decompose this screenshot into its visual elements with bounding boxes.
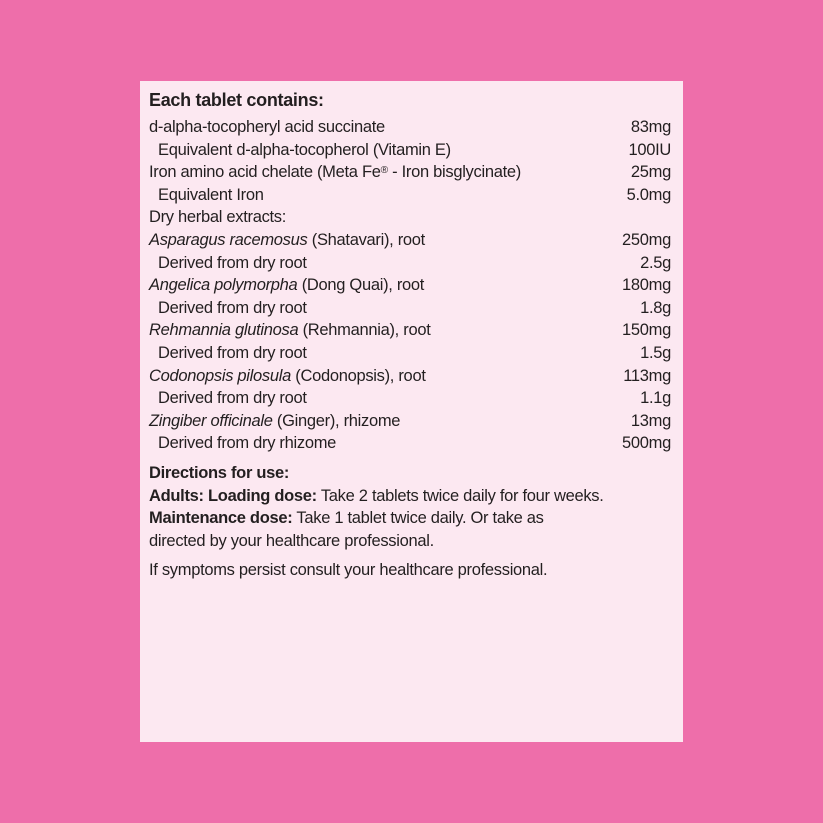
ingredient-name [149, 387, 307, 410]
ingredients-panel [140, 81, 683, 742]
directions-text: Take 2 tablets twice daily for four weeks. [316, 486, 604, 505]
directions-section [149, 462, 671, 552]
ingredient-amount: 1.8g [640, 298, 671, 317]
ingredient-text: (Codonopsis), root [290, 366, 426, 385]
directions-heading: Directions for use: [149, 463, 290, 482]
ingredient-amount: 150mg [622, 321, 671, 340]
panel-heading: Each tablet contains: [149, 90, 324, 110]
ingredient-amount: 5.0mg [626, 185, 671, 204]
ingredient-name [149, 116, 385, 139]
ingredient-row [149, 387, 671, 410]
ingredient-row [149, 319, 671, 342]
ingredient-row [149, 139, 671, 162]
ingredient-name [149, 161, 521, 184]
ingredient-text: d-alpha-tocopheryl acid succinate [149, 118, 385, 136]
ingredient-row [149, 184, 671, 207]
ingredient-amount: 180mg [622, 276, 671, 295]
ingredient-row [149, 432, 671, 455]
latin-name: Asparagus racemosus [149, 230, 308, 249]
ingredient-name [149, 252, 307, 275]
ingredient-name [149, 139, 451, 162]
ingredient-row [149, 365, 671, 388]
latin-name: Angelica polymorpha [149, 276, 298, 295]
ingredient-amount: 25mg [630, 163, 671, 182]
symptoms-note: If symptoms persist consult your healthcare professional. [149, 561, 548, 580]
ingredient-name [149, 274, 424, 297]
ingredient-text: (Dong Quai), root [297, 276, 425, 295]
ingredient-amount: 1.5g [640, 343, 671, 362]
ingredient-name [149, 342, 307, 365]
ingredient-amount: 113mg [623, 366, 671, 385]
ingredient-amount: 500mg [622, 434, 671, 453]
ingredient-row [149, 410, 671, 433]
ingredient-name [149, 365, 426, 388]
ingredient-amount: 13mg [630, 411, 671, 430]
directions-line [149, 507, 671, 530]
registered-trademark-symbol: ® [380, 164, 388, 176]
section-subheading-row [149, 206, 671, 229]
ingredient-text: Derived from dry root [158, 253, 307, 272]
latin-name: Zingiber officinale [149, 411, 273, 430]
ingredient-name [149, 297, 307, 320]
directions-lead: Adults: Loading dose: [149, 486, 317, 505]
ingredient-amount: 2.5g [640, 253, 671, 272]
ingredient-row [149, 229, 671, 252]
ingredient-name [149, 229, 425, 252]
ingredient-text: Derived from dry rhizome [158, 434, 337, 453]
section-subheading [149, 206, 286, 229]
ingredient-row [149, 297, 671, 320]
ingredient-text: Equivalent Iron [158, 185, 264, 204]
latin-name: Rehmannia glutinosa [149, 321, 299, 340]
ingredient-text: Dry herbal extracts: [149, 208, 287, 227]
directions-lead: Maintenance dose: [149, 509, 293, 528]
ingredient-name [149, 410, 400, 433]
ingredient-text: (Shatavari), root [307, 230, 425, 249]
directions-text: Take 1 tablet twice daily. Or take as [292, 509, 544, 528]
ingredient-name [149, 432, 336, 455]
ingredient-text: (Ginger), rhizome [272, 411, 401, 430]
ingredient-text: Equivalent d-alpha-tocopherol (Vitamin E) [158, 140, 451, 159]
ingredient-text: Derived from dry root [158, 298, 307, 317]
directions-line [149, 485, 671, 508]
ingredient-row [149, 342, 671, 365]
ingredient-row [149, 161, 671, 184]
ingredient-amount: 83mg [630, 118, 671, 136]
ingredient-text: Derived from dry root [158, 343, 307, 362]
ingredient-text: - Iron bisglycinate) [387, 163, 521, 182]
ingredient-amount: 1.1g [640, 389, 671, 408]
ingredient-name [149, 319, 431, 342]
directions-line [149, 530, 671, 553]
ingredient-text: Derived from dry root [158, 389, 307, 408]
ingredient-row [149, 252, 671, 275]
ingredient-amount: 100IU [628, 140, 671, 159]
ingredient-row [149, 274, 671, 297]
latin-name: Codonopsis pilosula [149, 366, 291, 385]
ingredient-amount: 250mg [622, 230, 671, 249]
directions-text: directed by your healthcare professional. [149, 531, 434, 550]
ingredient-list [149, 116, 671, 455]
ingredient-text: Iron amino acid chelate (Meta Fe [149, 163, 381, 182]
ingredient-row [149, 116, 671, 139]
ingredient-name [149, 184, 264, 207]
ingredient-text: (Rehmannia), root [298, 321, 431, 340]
